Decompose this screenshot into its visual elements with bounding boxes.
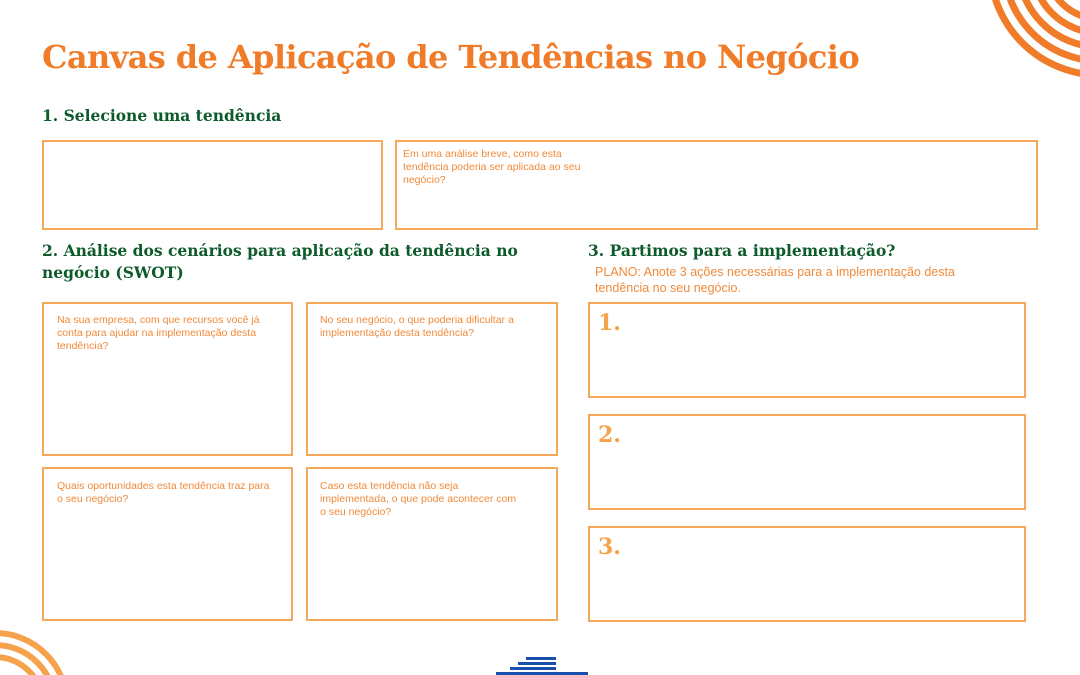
swot-strengths-box[interactable]	[42, 302, 293, 456]
swot-weaknesses-prompt: No seu negócio, o que poderia dificultar a implementação desta tendência?	[320, 314, 514, 339]
plan-note: PLANO: Anote 3 ações necessárias para a implementação desta tendência no seu negócio.	[595, 265, 955, 295]
decorative-arcs-top-right	[900, 0, 1080, 82]
action-step-number: 2.	[598, 422, 621, 448]
swot-opportunities-box[interactable]	[42, 467, 293, 621]
action-step-box-1[interactable]	[588, 302, 1026, 398]
action-step-box-2[interactable]	[588, 414, 1026, 510]
swot-opportunities-prompt: Quais oportunidades esta tendência traz para o seu negócio?	[57, 480, 270, 505]
section1-heading: 1. Selecione uma tendência	[42, 106, 282, 125]
section2-heading: 2. Análise dos cenários para aplicação da tendência no negócio (SWOT)	[42, 241, 518, 282]
section3-heading: 3. Partimos para a implementação?	[588, 241, 896, 260]
action-step-box-3[interactable]	[588, 526, 1026, 622]
swot-threats-prompt: Caso esta tendência não seja implementada, o que pode acontecer com o seu negócio?	[320, 480, 517, 518]
trend-selection-box[interactable]	[42, 140, 383, 230]
action-step-number: 1.	[598, 310, 621, 336]
sebrae-logo	[496, 655, 588, 675]
swot-weaknesses-box[interactable]	[306, 302, 558, 456]
swot-threats-box[interactable]	[306, 467, 558, 621]
page-title: Canvas de Aplicação de Tendências no Negócio	[42, 38, 860, 76]
decorative-arcs-bottom-left	[0, 630, 80, 675]
action-step-number: 3.	[598, 534, 621, 560]
trend-analysis-prompt: Em uma análise breve, como esta tendência poderia ser aplicada ao seu negócio?	[403, 148, 581, 186]
swot-strengths-prompt: Na sua empresa, com que recursos você já conta para ajudar na implementação desta tendência?	[57, 314, 260, 352]
trend-analysis-box[interactable]	[395, 140, 1038, 230]
